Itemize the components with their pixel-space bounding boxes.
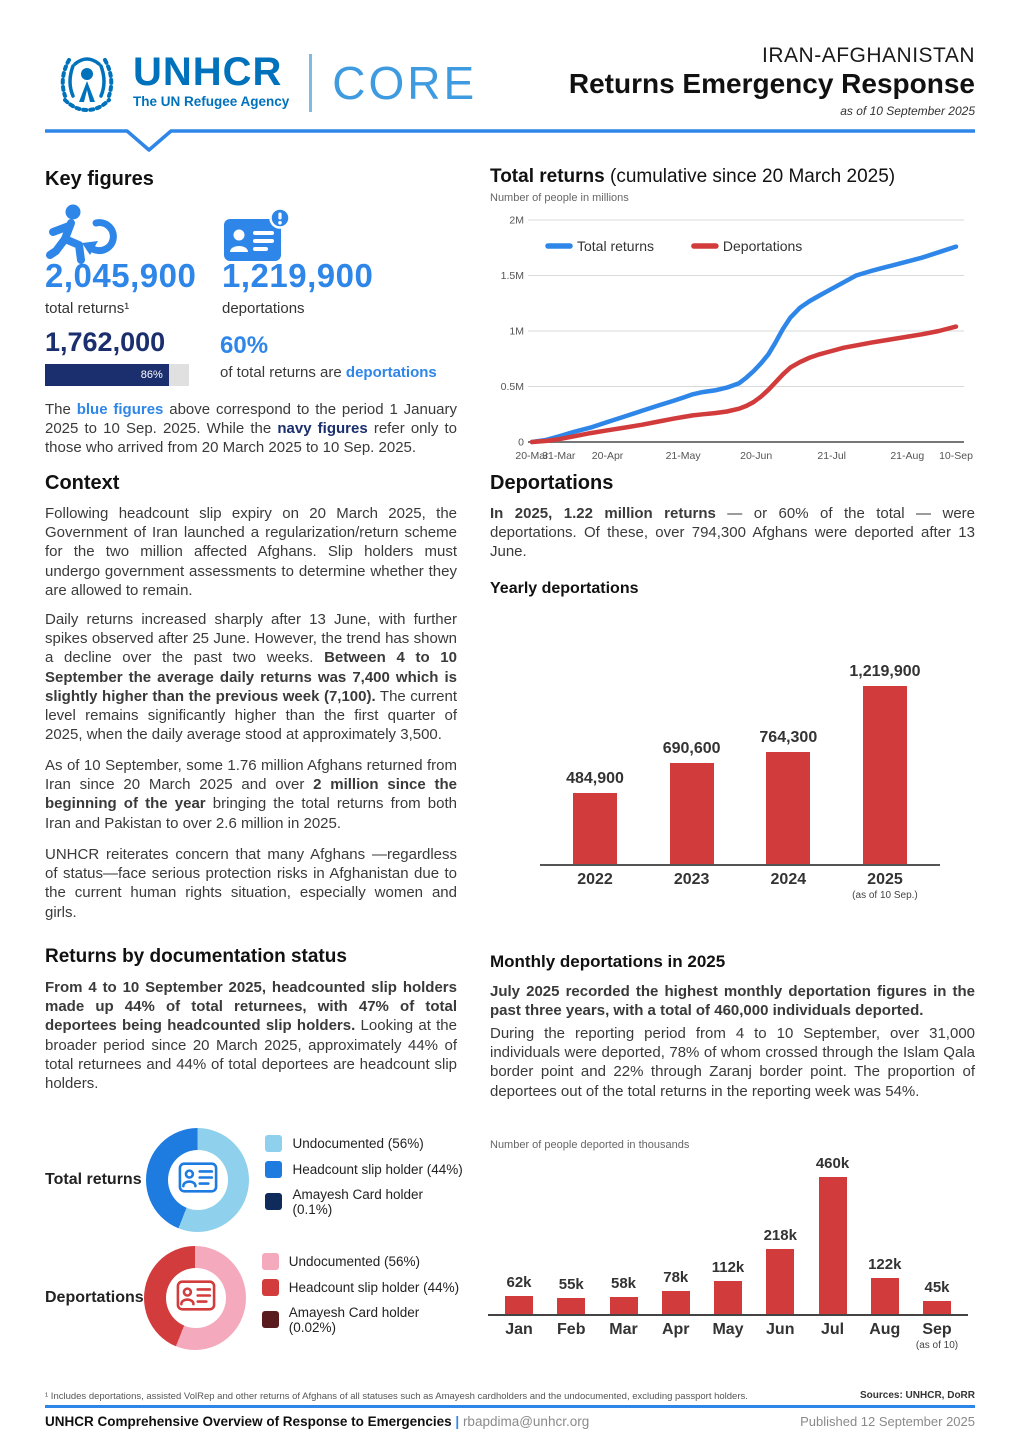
bar-value-label: 55k: [558, 1276, 584, 1293]
category-label: 2024: [770, 871, 807, 888]
category-label: Jun: [766, 1321, 795, 1338]
legend-label: Amayesh Card holder (0.1%): [292, 1186, 424, 1217]
yearly-x-axis: [540, 864, 940, 866]
legend-item: [262, 1253, 465, 1270]
legend-label: Undocumented (56%): [292, 1135, 424, 1151]
footer-published-date: Published 12 September 2025: [800, 1414, 975, 1429]
yearly-deportations-title: Yearly deportations: [490, 580, 639, 597]
bar-value-label: 78k: [663, 1269, 689, 1286]
header-rule-chevron: [45, 128, 975, 156]
svg-text:21-May: 21-May: [665, 450, 701, 462]
context-paragraph-2: Daily returns increased sharply after 13 June, with further spikes observed after 25 June. However, the trend has shown a decline over the past two weeks. Between 4 to 10 September the average daily returns was 7,400 which is slightly higher than the previous week (7,100). The current level remains significantly higher than the first quarter of 2025, when the daily average stood at approximately 3,500.: [45, 611, 457, 744]
bar-Feb: [548, 1276, 594, 1314]
bar: [766, 1249, 794, 1314]
svg-text:Deportations: Deportations: [722, 238, 803, 254]
bar: [670, 763, 714, 864]
legend-item: [262, 1305, 465, 1335]
brand-lockup: [55, 52, 477, 123]
category-label: Feb: [557, 1321, 586, 1338]
bar: [923, 1301, 951, 1314]
bar-Apr: [653, 1269, 699, 1314]
donut-hole: [168, 1150, 228, 1210]
key-figures-heading: Key figures: [45, 168, 154, 190]
monthly-deportations-heading: Monthly deportations in 2025: [490, 952, 726, 971]
svg-text:Total returns: Total returns: [577, 238, 655, 254]
bar-2024: [745, 729, 831, 864]
brand-tagline: The UN Refugee Agency: [133, 94, 290, 109]
legend-swatch: [262, 1311, 279, 1328]
svg-text:21-Jul: 21-Jul: [817, 450, 847, 462]
svg-text:21-Aug: 21-Aug: [890, 450, 925, 462]
total-returns-value: 2,045,900: [45, 257, 197, 294]
total-returns-label: total returns¹: [45, 300, 130, 317]
svg-text:1M: 1M: [509, 325, 524, 338]
deportations-label: deportations: [222, 300, 305, 317]
svg-text:20-Apr: 20-Apr: [591, 450, 624, 462]
pct-deportations-value: 60%: [220, 332, 269, 359]
bar-value-label: 1,219,900: [849, 663, 921, 680]
category-label: Aug: [869, 1321, 901, 1338]
bar-Mar: [601, 1275, 647, 1314]
brand-divider: [309, 54, 312, 112]
bar: [505, 1296, 533, 1314]
navy-progress-fill: 86%: [45, 364, 169, 386]
context-heading: Context: [45, 472, 120, 494]
svg-text:31-Mar: 31-Mar: [542, 450, 576, 462]
monthly-chart-subtitle: Number of people deported in thousands: [490, 1139, 690, 1151]
legend-item: [265, 1187, 465, 1217]
bar-May: [705, 1259, 751, 1314]
header-kicker: IRAN-AFGHANISTAN: [762, 44, 975, 67]
bar-Sep: [914, 1279, 960, 1314]
page-title: Returns Emergency Response: [568, 68, 975, 99]
bar: [557, 1298, 585, 1314]
svg-text:1.5M: 1.5M: [500, 270, 524, 282]
legend-label: Undocumented (56%): [288, 1253, 421, 1269]
cumulative-returns-line-chart: [488, 206, 978, 468]
bar: [714, 1281, 742, 1314]
bar-Jul: [810, 1155, 856, 1314]
deportations-value: 1,219,900: [222, 257, 374, 294]
bar-value-label: 460k: [815, 1155, 850, 1172]
category-label: Mar: [609, 1321, 638, 1338]
bar: [573, 793, 617, 864]
category-label: 2025 (as of 10 Sep.): [852, 871, 918, 901]
legend-item: [265, 1135, 465, 1152]
bar-Aug: [862, 1256, 908, 1314]
category-label: May: [712, 1321, 744, 1338]
donut-row-label: Deportations: [45, 1289, 144, 1306]
yearly-deportations-chart: [540, 652, 940, 901]
category-label: 2022: [577, 871, 613, 888]
yearly-bars: [540, 652, 940, 864]
svg-text:20-Mar: 20-Mar: [515, 450, 549, 462]
key-figures-note: The blue figures above correspond to the period 1 January 2025 to 10 Sep. 2025. While the navy figures refer only to those who arrived from 20 March 2025 to 10 Sep. 2025.: [45, 401, 458, 457]
brand-core: CORE: [332, 57, 478, 109]
svg-text:0: 0: [518, 436, 524, 449]
line-chart-subtitle: Number of people in millions: [490, 192, 629, 204]
bar-value-label: 45k: [924, 1279, 950, 1296]
brand-name: UNHCR: [133, 50, 283, 94]
bar-value-label: 218k: [763, 1227, 797, 1244]
category-label: Apr: [661, 1321, 690, 1338]
deportations-heading: Deportations: [490, 472, 614, 494]
header-titles: [555, 44, 975, 118]
legend-label: Headcount slip holder (44%): [292, 1161, 463, 1177]
unhcr-emblem-icon: [55, 52, 119, 123]
bar-value-label: 690,600: [662, 740, 721, 757]
category-label: Jul: [820, 1321, 845, 1338]
donut-row-deportations: [45, 1243, 465, 1353]
svg-text:10-Sep: 10-Sep: [939, 450, 973, 462]
total-returns-donut-legend: [265, 1135, 465, 1226]
bar-value-label: 484,900: [566, 770, 624, 787]
donut-row-total-returns: [45, 1125, 465, 1235]
brand-text-block: [133, 52, 289, 109]
footnote: ¹ Includes deportations, assisted VolRep and other returns of Afghans of all statuses such as Amayesh cardholders and the undocumented, excluding passport holders.: [45, 1391, 748, 1402]
footer-publication-name: UNHCR Comprehensive Overview of Response to Emergencies: [45, 1414, 452, 1429]
category-label: 2023: [673, 871, 710, 888]
line-chart-title-suffix: (cumulative since 20 March 2025): [604, 166, 896, 187]
doc-status-paragraph: From 4 to 10 September 2025, headcounted slip holders made up 44% of total returnees, with 47% of total deportees being headcounted slip holders. Looking at the broader period since 20 March 2025, approximately 44% of total returnees and 44% of total deportees are headcount slip holders.: [45, 979, 457, 1092]
bar: [871, 1278, 899, 1314]
deportations-donut-chart: [144, 1246, 245, 1350]
donut-row-label: Total returns: [45, 1171, 142, 1188]
bar-Jan: [496, 1274, 542, 1314]
doc-status-heading: Returns by documentation status: [45, 946, 347, 967]
context-paragraph-3: As of 10 September, some 1.76 million Afghans returned from Iran since 20 March 2025 and over 2 million since the beginning of the year bringing the total returns from both Iran and Pakistan to over 2.6 million in 2025.: [45, 757, 457, 832]
context-paragraph-1: Following headcount slip expiry on 20 March 2025, the Government of Iran launched a regularization/return scheme for the two million affected Afghans. Slip holders must undergo government assessments to determine whether they are allowed to remain.: [45, 505, 457, 599]
as-of-date: as of 10 September 2025: [840, 104, 975, 118]
bar: [610, 1297, 638, 1314]
legend-swatch: [262, 1279, 279, 1296]
monthly-categories: [488, 1321, 968, 1351]
footer-email-link[interactable]: rbapdima@unhcr.org: [462, 1414, 590, 1429]
sources-note: Sources: UNHCR, DoRR: [859, 1390, 975, 1401]
bar-value-label: 62k: [506, 1274, 532, 1291]
bar-value-label: 764,300: [759, 729, 818, 746]
monthly-paragraph-2: During the reporting period from 4 to 10 September, over 31,000 individuals were deported, 78% of whom crossed through the Islam Qala border point and 22% through Zaranj border point. The proportion of deportees out of the total returns in the reporting week was 54%.: [490, 1025, 975, 1100]
category-label: Sep (as of 10): [915, 1321, 959, 1351]
pct-deportations-sentence: of total returns are deportations: [220, 364, 437, 381]
bar: [766, 752, 810, 864]
bar: [863, 686, 907, 864]
bar-2025: [842, 663, 928, 864]
svg-text:20-Jun: 20-Jun: [740, 450, 773, 462]
id-card-icon: [176, 1280, 216, 1316]
footer-left: [45, 1414, 589, 1429]
legend-item: [262, 1279, 465, 1296]
line-chart-title: [490, 166, 975, 188]
line-chart-title-main: Total returns: [490, 166, 605, 187]
deportations-paragraph: In 2025, 1.22 million returns — or 60% of the total — were deportations. Of these, over 794,300 Afghans were deported after 13 June.: [490, 505, 975, 561]
bar: [819, 1177, 847, 1314]
svg-text:2M: 2M: [509, 214, 524, 227]
legend-swatch: [265, 1161, 282, 1178]
svg-text:0.5M: 0.5M: [500, 381, 524, 393]
id-card-icon: [178, 1162, 218, 1198]
bar-2022: [552, 770, 638, 864]
yearly-categories: [540, 871, 940, 901]
footer-separator: |: [455, 1414, 460, 1429]
monthly-x-axis: [488, 1314, 968, 1316]
navy-figure-value: 1,762,000: [45, 327, 166, 357]
monthly-paragraph-1: July 2025 recorded the highest monthly deportation figures in the past three years, with a total of 460,000 individuals deported.: [490, 983, 975, 1020]
monthly-deportations-chart: [488, 1152, 968, 1351]
legend-label: Headcount slip holder (44%): [288, 1279, 460, 1295]
context-paragraph-4: UNHCR reiterates concern that many Afghans —regardless of status—face serious protection risks in Afghanistan due to the current human rights situation, especially women and girls.: [45, 846, 457, 921]
donut-hole: [166, 1268, 226, 1328]
bar-value-label: 112k: [711, 1259, 745, 1276]
footer-rule: [45, 1405, 975, 1408]
category-label: Jan: [505, 1321, 533, 1338]
total-returns-donut-chart: [146, 1128, 249, 1232]
legend-swatch: [265, 1135, 282, 1152]
bar: [662, 1291, 690, 1314]
navy-progress-bar: [45, 364, 189, 386]
legend-item: [265, 1161, 465, 1178]
deportations-donut-legend: [262, 1253, 465, 1344]
bar-value-label: 122k: [868, 1256, 902, 1273]
legend-swatch: [262, 1253, 279, 1270]
legend-label: Amayesh Card holder (0.02%): [288, 1304, 420, 1335]
bar-value-label: 58k: [610, 1275, 637, 1292]
legend-swatch: [265, 1193, 282, 1210]
bar-2023: [649, 740, 735, 864]
bar-Jun: [757, 1227, 803, 1314]
monthly-bars: [488, 1152, 968, 1314]
